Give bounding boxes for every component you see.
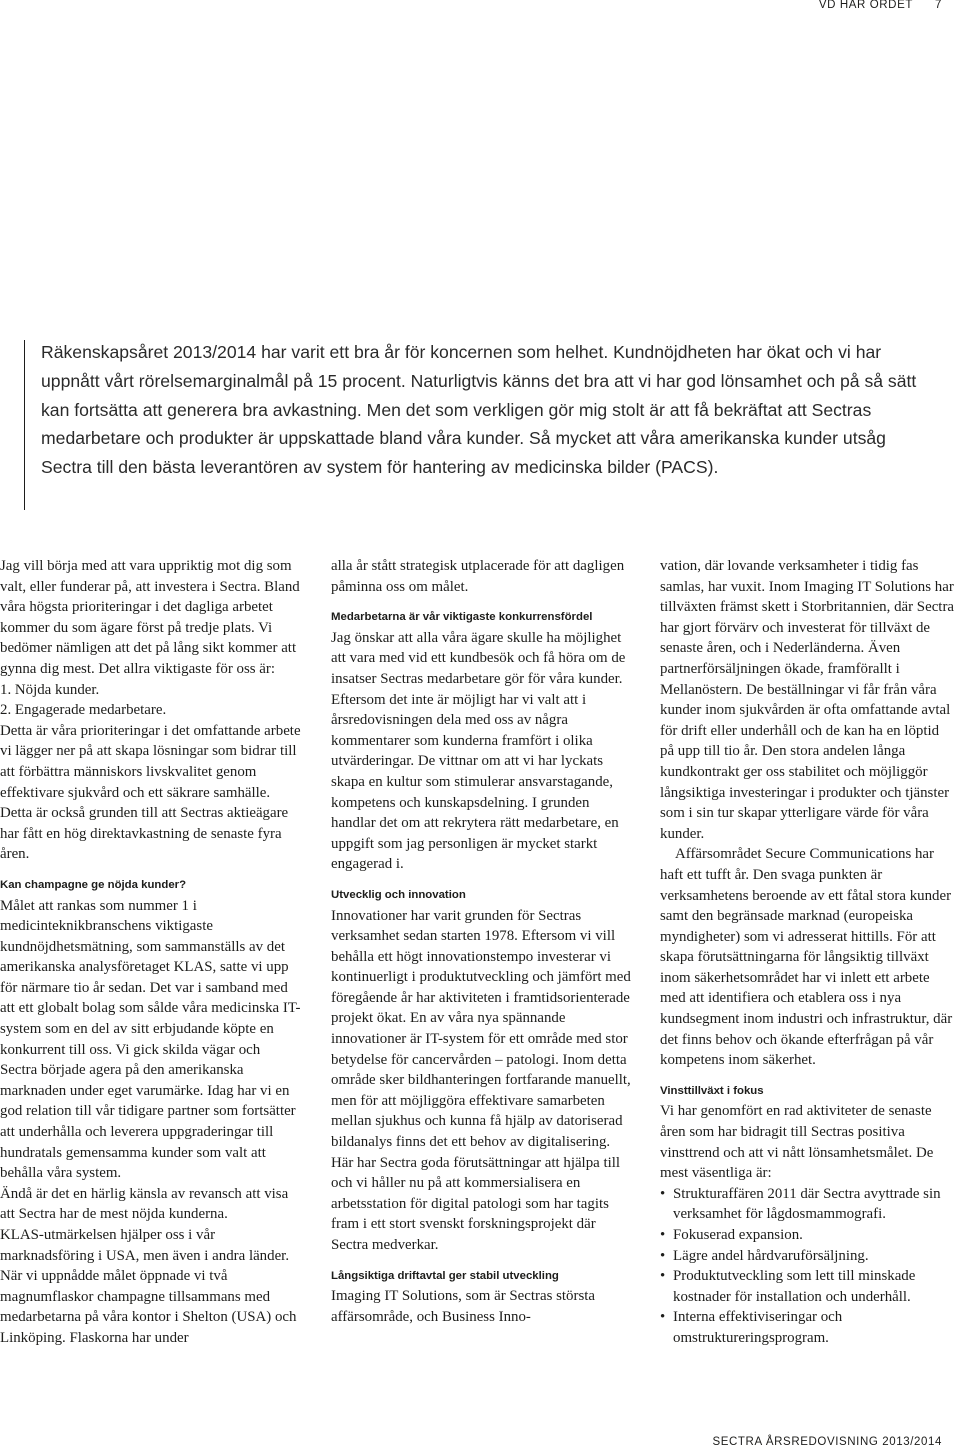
bullet-icon: •	[660, 1247, 666, 1264]
bullet-item	[660, 1184, 954, 1225]
paragraph: Innovationer har varit grunden för Sectras verksamhet sedan starten 1978. Eftersom vi vill behålla ett högt innovationstempo investerar vi kontinuerligt i produktutveckling och jämfört med föregående år har aktiviteten i framtidsorienterade projekt ökat. En av våra nya spännande innovationer är IT-system för ett område med stor betydelse för cancervården – patologi. Inom detta område sker bildhanteringen fortfarande manuellt, men för att möjliggöra effektivare samarbeten mellan sjukhus och kunna få hjälp av datoriserad bildanalys finns det ett behov av digitalisering. Här har Sectra goda förutsättningar att hjälpa till och vi håller nu på att kommersialisera en arbetsstation för digital patologi som har tagits fram i ett stort svenskt forskningsprojekt där Sectra medverkar.	[331, 907, 631, 1253]
running-header	[819, 0, 942, 11]
section-heading: Kan champagne ge nöjda kunder?	[0, 878, 187, 891]
bullet-icon: •	[660, 1268, 666, 1285]
bullet-item	[660, 1266, 954, 1307]
section-heading: Vinsttillväxt i fokus	[660, 1084, 764, 1097]
list-item: 1. Nöjda kunder.	[0, 681, 100, 698]
paragraph: Målet att rankas som nummer 1 i medicinteknikbranschens viktigaste kundnöjdhetsmätning, som sammanställs av det amerikanska analysföretaget KLAS, satte vi upp för närmare tio år sedan. Det var i samband med att ett globalt bolag som sålde våra medicinska IT-system som en del av sitt erbjudande köpte en konkurrent till oss. Vi gick skilda vägar och Sectra började agera på den amerikanska marknaden under eget varumärke. Idag har vi en god relation till vår tidigare partner som fortsätter att underhålla och leverera uppgraderingar till hundratals gemensamma kunder som valt att behålla våra system.	[0, 897, 301, 1182]
bullet-text: Produktutveckling som lett till minskade kostnader för installation och underhåll.	[673, 1268, 916, 1305]
paragraph: Affärsområdet Secure Communications har haft ett tufft år. Den svaga punkten är verksamhetens beroende av ett fåtal stora kunder samt den begränsade marknad (europeiska myndigheter) som vi adresserat hittills. För att skapa förutsättningarna för långsiktig tillväxt inom säkerhetsområdet har vi inlett ett arbete med att identifiera och etablera oss i nya kundsegment inom industri och infrastruktur, där det finns behov och ökande efterfrågan på vår kompetens inom säkerhet.	[660, 846, 953, 1069]
section-heading: Medarbetarna är vår viktigaste konkurrensfördel	[331, 611, 593, 624]
section-heading: Utvecklig och innovation	[331, 888, 466, 901]
paragraph: När vi uppnådde målet öppnade vi två magnumflaskor champagne tillsammans med medarbetarna på våra kontor i Shelton (USA) och Linköping. Flaskorna har under	[0, 1268, 297, 1346]
bullet-text: Fokuserad expansion.	[673, 1227, 803, 1243]
column-3	[660, 556, 954, 1349]
list-item: 2. Engagerade medarbetare.	[0, 702, 167, 719]
column-1	[0, 556, 301, 1349]
bullet-text: Interna effektiviseringar och omstruktureringsprogram.	[673, 1309, 843, 1346]
paragraph: Ändå är det en härlig känsla av revansch att visa att Sectra har de mest nöjda kunderna.	[0, 1185, 289, 1223]
paragraph: Imaging IT Solutions, som är Sectras största affärsområde, och Business Inno-	[331, 1288, 596, 1325]
paragraph: Jag önskar att alla våra ägare skulle ha möjlighet att vara med vid ett kundbesök och få höra om de insatser Sectras medarbetare gör för våra kunder. Eftersom det inte är möjligt har vi valt att i årsredovisningen dela med oss av några kommentarer som kunderna framfört i olika utvärderingar. De vittnar om att vi har lyckats skapa en kultur som stimulerar ansvarstagande, kompetens och kunskapsdelning. I grunden handlar det om att rekrytera rätt medarbetare, en uppgift som jag personligen är mycket starkt engagerad i.	[331, 629, 626, 873]
bullet-icon: •	[660, 1185, 666, 1202]
bullet-text: Lägre andel hårdvaruförsäljning.	[673, 1247, 869, 1264]
intro-paragraph: Räkenskapsåret 2013/2014 har varit ett bra år för koncernen som helhet. Kundnöjdheten har ökat och vi har uppnått vårt rörelsemarginalmål på 15 procent. Naturligtvis känns det bra att vi har god lönsamhet och på så sätt kan fortsätta att generera bra avkastning. Men det som verkligen gör mig stolt är att få bekräftat att Sectras medarbetare och produkter är uppskattade bland våra kunder. Så mycket att våra amerikanska kunder utsåg Sectra till den bästa leverantören av system för hantering av medicinska bilder (PACS).	[41, 342, 917, 478]
intro-rule	[24, 340, 25, 510]
page-number: 7	[935, 0, 942, 11]
bullet-icon: •	[660, 1309, 666, 1326]
running-footer: SECTRA ÅRSREDOVISNING 2013/2014	[712, 1436, 942, 1448]
bullet-item	[660, 1307, 954, 1348]
paragraph: Vi har genomfört en rad aktiviteter de senaste åren som har bidragit till Sectras positiva vinsttrend och att vi nått lönsamhetsmålet. De mest väsentliga är:	[660, 1103, 934, 1182]
paragraph: vation, där lovande verksamheter i tidig fas samlas, har vuxit. Inom Imaging IT Solutions har tillväxten främst skett i Storbritannien, där Sectra har gjort förvärv och investerat för tillväxt de senaste åren, och i Nederländerna. Även partnerförsäljningen ökade, framförallt i Mellanöstern. De beställningar vi får från våra kunder inom sjukvården är ofta omfattande avtal för drift eller underhåll och de kan ha en löptid på upp till tio år. Den stora andelen långa kundkontrakt ger oss stabilitet och möjliggör långsiktiga investeringar i produkter och tjänster som i sin tur skapar ytterligare värde för våra kunder.	[660, 558, 955, 842]
paragraph: Jag vill börja med att vara uppriktig mot dig som valt, eller funderar på, att investera i Sectra. Bland våra högsta prioriteringar i det dagliga arbetet kommer du som ägare först på tredje plats. Vi bedömer nämligen att det på lång sikt kommer att gynna dig mest. Det allra viktigaste för oss är:	[0, 558, 300, 677]
paragraph: Detta är våra prioriteringar i det omfattande arbete vi lägger ner på att skapa lösningar som bidrar till att förbättra människors livskvalitet genom effektivare sjukvård och ett säkrare samhälle. Detta är också grunden till att Sectras aktieägare har fått en hög direktavkastning de senaste fyra åren.	[0, 722, 301, 863]
column-2	[331, 556, 634, 1327]
paragraph: alla år stått strategisk utplacerade för att dagligen påminna oss om målet.	[331, 558, 625, 595]
bullet-item	[660, 1225, 954, 1246]
section-heading: Långsiktiga driftavtal ger stabil utveckling	[331, 1269, 559, 1282]
section-title: VD HAR ORDET	[818, 0, 913, 11]
bullet-icon: •	[660, 1227, 666, 1243]
bullet-list	[660, 1184, 954, 1349]
bullet-item	[660, 1246, 954, 1267]
bullet-text: Strukturaffären 2011 där Sectra avyttrade sin verksamhet för lågdosmammografi.	[673, 1185, 941, 1223]
paragraph: KLAS-utmärkelsen hjälper oss i vår marknadsföring i USA, men även i andra länder.	[0, 1227, 290, 1264]
